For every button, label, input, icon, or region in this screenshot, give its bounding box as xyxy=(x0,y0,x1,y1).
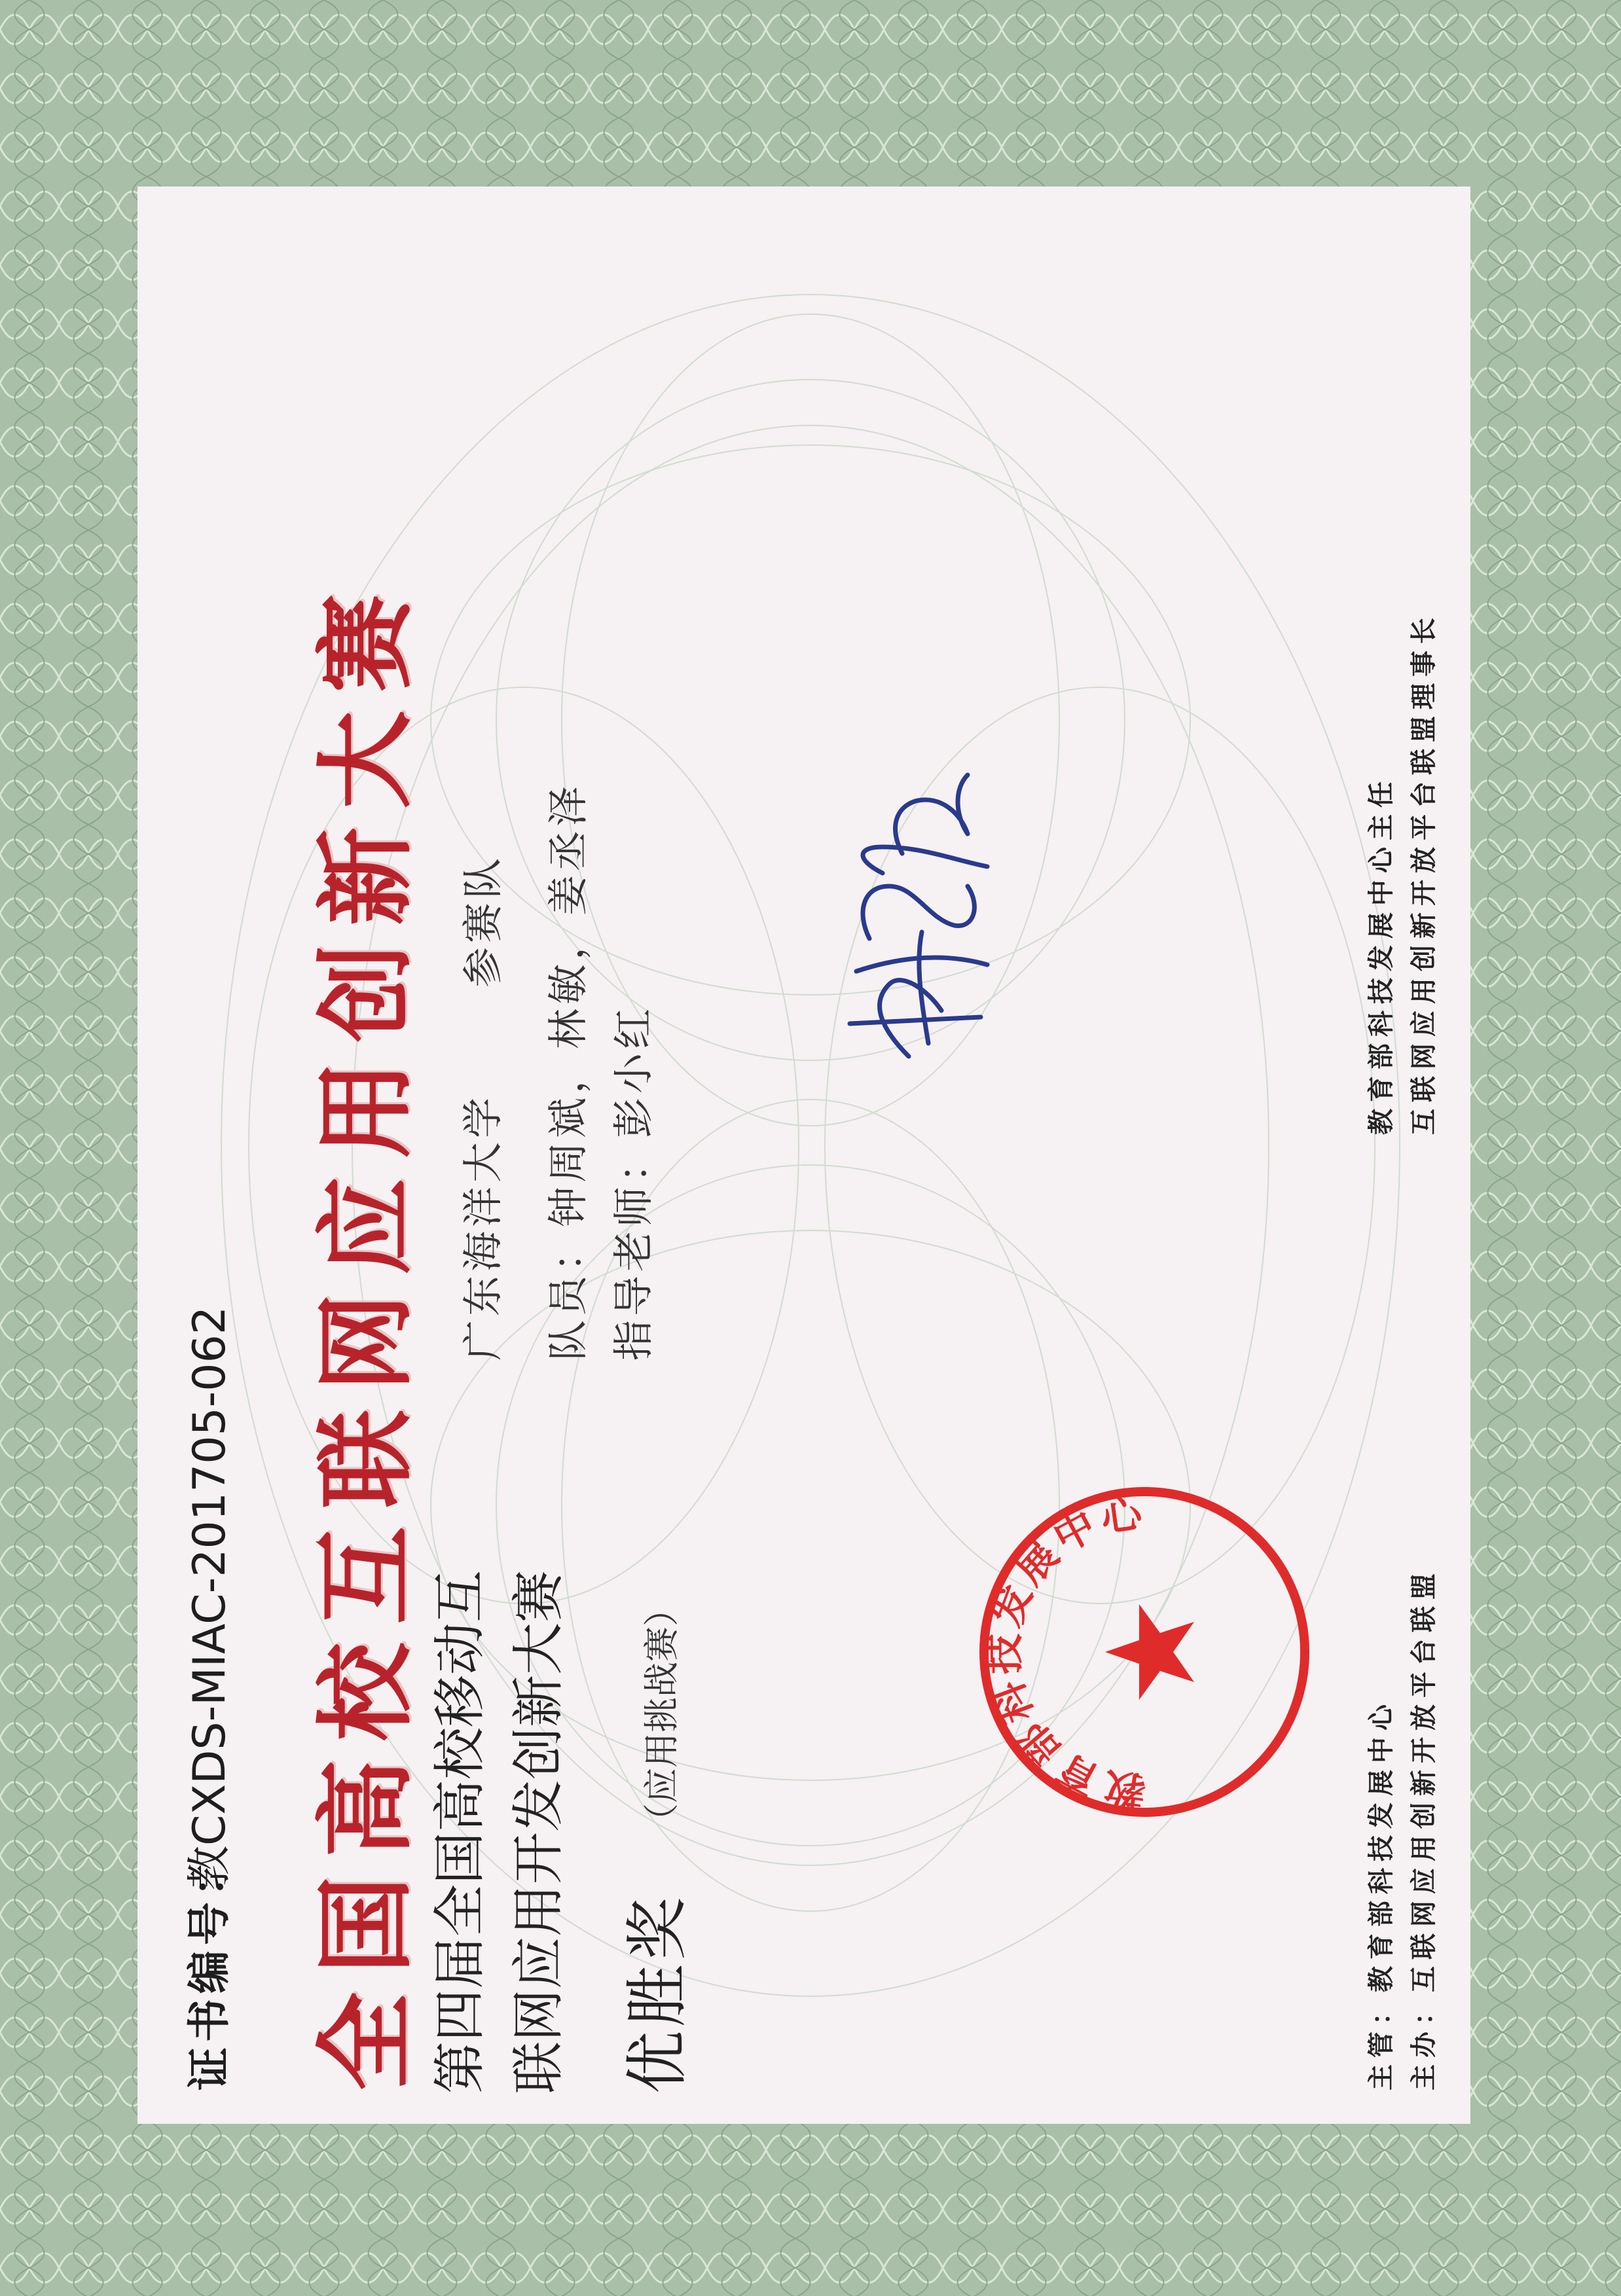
certificate-number-label: 证书编号： xyxy=(184,1848,234,2090)
certificate-title: 全国高校互联网应用创新大赛 xyxy=(308,575,424,2090)
signer-title-2: 互联网应用创新开放平台联盟理事长 xyxy=(1409,611,1439,1135)
event-name-line-1: 第四届全国高校移动互 xyxy=(429,1570,490,2094)
event-name-line-2: 联网应用开发创新大赛 xyxy=(508,1570,569,2094)
official-seal xyxy=(974,1482,1315,1822)
university-name: 广东海洋大学 xyxy=(459,1093,507,1361)
award-category: （应用挑战赛） xyxy=(641,1591,682,1839)
advisor: 指导老师：彭小红 xyxy=(610,1004,657,1361)
certificate-number-value: 教CXDS-MIAC-201705-062 xyxy=(184,1306,236,1890)
sponsor-line-organizer: 主办：互联网应用创新开放平台联盟 xyxy=(1409,1567,1439,2090)
seal-text: 教育部科技发展中心 xyxy=(979,1488,1149,1816)
team-members: 队员：钟周斌，林敏，姜丞泽 xyxy=(544,781,592,1361)
certificate-content xyxy=(103,166,1518,2130)
seal-star-icon xyxy=(1105,1604,1194,1700)
handwritten-signature xyxy=(791,755,1027,1083)
signer-title-1: 教育部科技发展中心主任 xyxy=(1366,775,1396,1135)
team-role: 参赛队 xyxy=(459,853,507,988)
sponsor-line-supervisor: 主管：教育部科技发展中心 xyxy=(1366,1698,1396,2090)
award-name: 优胜奖 xyxy=(621,1893,694,2094)
